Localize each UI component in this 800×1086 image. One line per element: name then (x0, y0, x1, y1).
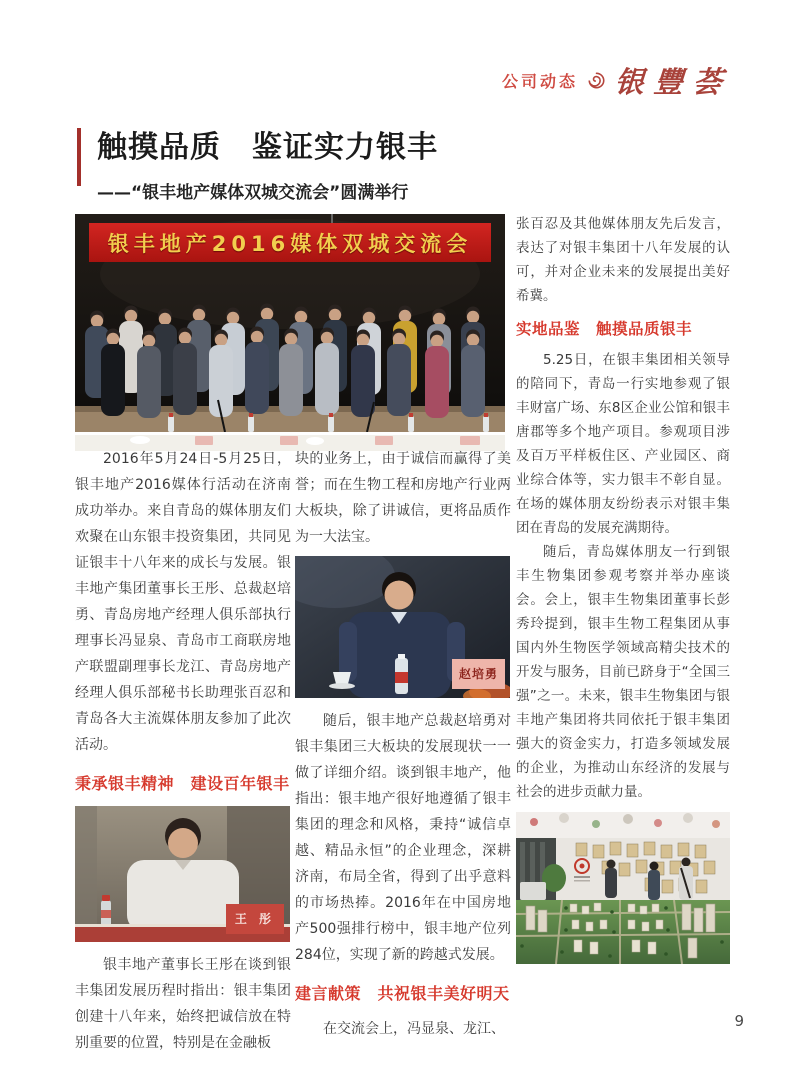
event-banner: 银丰地产2016媒体双城交流会 (89, 223, 491, 262)
group-photo (75, 214, 505, 451)
title-block (77, 122, 547, 203)
name-card: 王 彤 (226, 904, 284, 934)
showroom-model-photo (516, 812, 730, 964)
body-paragraph: 2016年5月24日-5月25日，银丰地产2016媒体行活动在济南成功举办。来自青岛的媒体朋友们欢聚在山东银丰投资集团，共同见证银丰十八年来的成长与发展。银丰地产集团董事长王彤、总裁赵培勇、青岛房地产经理人俱乐部执行理事长冯显泉、青岛市工商联房地产联盟副理事长龙江、青岛房地产经理人俱乐部秘书长助理张百忍和青岛各大主流媒体朋友参加了此次活动。 (75, 451, 291, 753)
body-paragraph: 银丰地产董事长王彤在谈到银丰集团发展历程时指出：银丰集团创建十八年来，始终把诚信放在特别重要的位置，特别是在金融板 (75, 957, 291, 1051)
body-paragraph: 张百忍及其他媒体朋友先后发言，表达了对银丰集团十八年发展的认可，并对企业未来的发展提出美好希冀。 (516, 216, 730, 304)
article-subtitle: ——“银丰地产媒体双城交流会”圆满举行 (97, 183, 409, 203)
body-paragraph: 块的业务上，由于诚信而赢得了美誉；而在生物工程和房地产行业两大板块，除了讲诚信，更将品质作为一大法宝。 (295, 451, 511, 545)
showroom-model-illustration (516, 812, 730, 964)
article-title: 触摸品质 鉴证实力银丰 (97, 130, 438, 165)
body-paragraph: 5.25日，在银丰集团相关领导的陪同下，青岛一行实地参观了银丰财富广场、东8区企业公馆和银丰唐郡等多个地产项目。参观项目涉及百万平样板住区、产业园区、商业综合体等，实力银丰不彰自显。在场的媒体朋友纷纷表示对银丰集团在青岛的发展充满期待。 (516, 352, 730, 536)
body-paragraph: 随后，银丰地产总裁赵培勇对银丰集团三大板块的发展现状一一做了详细介绍。谈到银丰地产，他指出：银丰地产很好地遵循了银丰集团的理念和风格，秉持“诚信卓越、精品永恒”的企业理念，深耕济南，布局全省，得到了出乎意料的市场热捧。2016年在中国房地产500强排行榜中，银丰地产位列284位，实现了新的跨越式发展。 (295, 713, 511, 963)
body-paragraph: 在交流会上，冯显泉、龙江、 (323, 1021, 505, 1037)
swirl-icon (588, 72, 605, 89)
text-column-1 (75, 446, 291, 1056)
text-column-3 (516, 212, 730, 964)
title-accent-bar (77, 128, 81, 186)
sub-heading: 秉承银丰精神 建设百年银丰 (75, 774, 290, 793)
section-label: 公司动态 (501, 72, 578, 91)
zhaopeiyong-photo (295, 556, 510, 698)
brand-logo: 银豐荟 (613, 65, 734, 99)
page-number: 9 (734, 1012, 744, 1030)
wangtong-photo (75, 806, 290, 942)
page-header (502, 60, 732, 101)
sub-heading: 建言献策 共祝银丰美好明天 (295, 984, 510, 1003)
text-column-2 (295, 446, 511, 1042)
name-card: 赵培勇 (452, 659, 505, 689)
body-paragraph: 随后，青岛媒体朋友一行到银丰生物集团参观考察并举办座谈会。会上，银丰生物集团董事长彭秀玲提到，银丰生物工程集团从事国内外生物医学领域高精尖技术的开发与服务，目前已跻身于“全国三强”之一。未来，银丰生物集团与银丰地产集团将共同依托于银丰集团强大的资金实力，打造多领域发展的企业，为推动山东经济的发展与社会的进步贡献力量。 (516, 544, 730, 800)
sub-heading: 实地品鉴 触摸品质银丰 (516, 320, 693, 338)
